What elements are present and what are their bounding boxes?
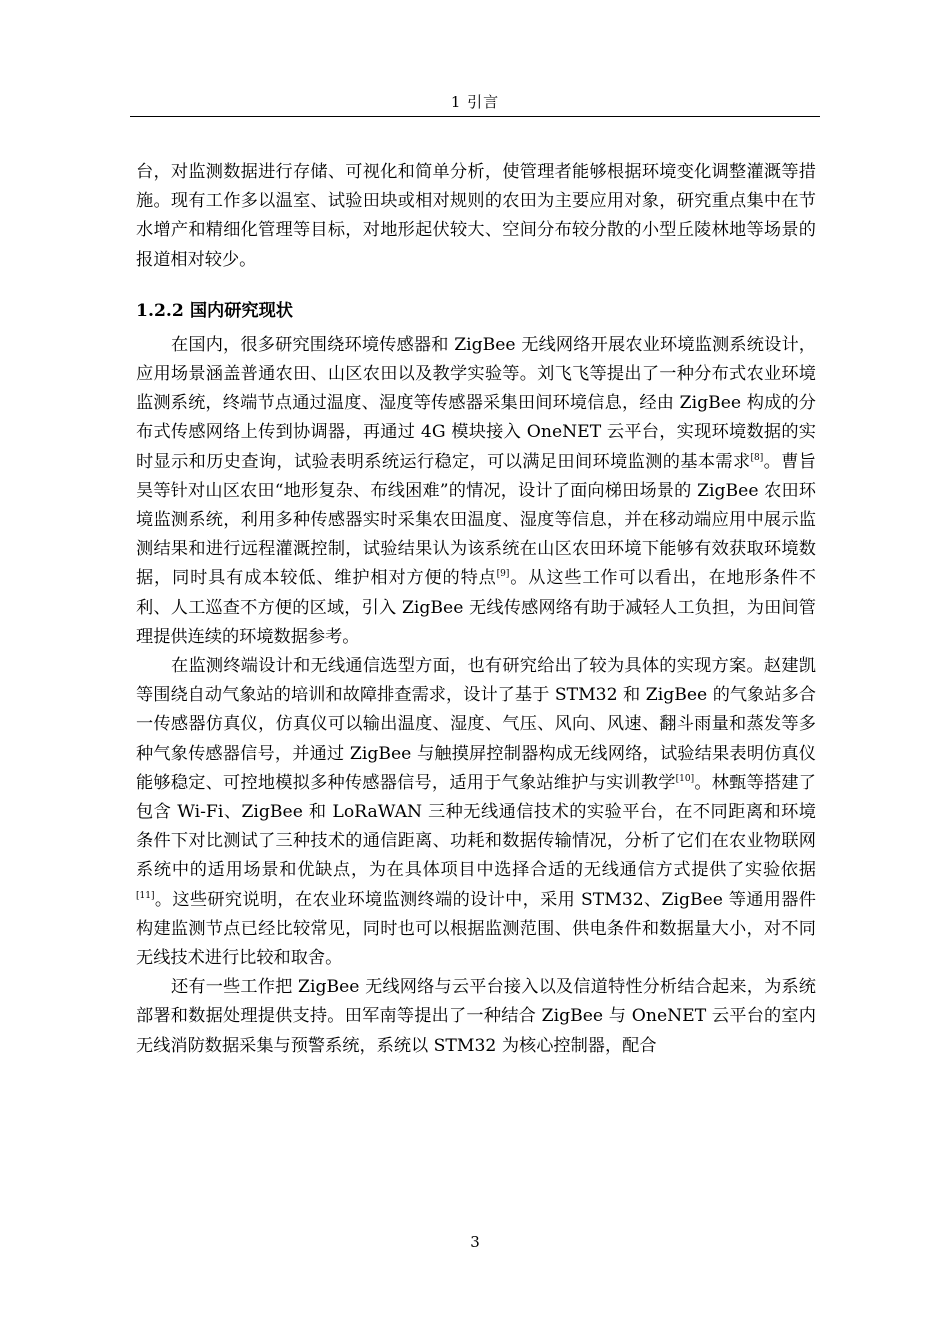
paragraph-continuation: 台，对监测数据进行存储、可视化和简单分析，使管理者能够根据环境变化调整灌溉等措施。现有工作多以温室、试验田块或相对规则的农田为主要应用对象，研究重点集中在节水增产和精细化管理等目标，对地形起伏较大、空间分布较分散的小型丘陵林地等场景的报道相对较少。	[136, 162, 816, 270]
running-header: 1 引言	[450, 93, 500, 111]
header-rule	[130, 116, 820, 117]
paragraph-text: 。曹旨昊等针对山区农田“地形复杂、布线困难”的情况，设计了面向梯田场景的 ZigBee 农田环境监测系统，利用多种传感器实时采集农田温度、湿度等信息，并在移动端应用中展示监测结果和进行远程灌溉控制，试验结果认为该系统在山区农田环境下能够有效获取环境数据，同时具有成本较低、维护相对方便的特点	[136, 451, 816, 589]
paragraph-text: 。这些研究说明，在农业环境监测终端的设计中，采用 STM32、ZigBee 等通用器件构建监测节点已经比较常见，同时也可以根据监测范围、供电条件和数据量大小，对不同无线技术进行比较和取舍。	[136, 889, 816, 969]
paragraph-terminal-design	[136, 652, 816, 973]
paragraph-text: 在国内，很多研究围绕环境传感器和 ZigBee 无线网络开展农业环境监测系统设计，应用场景涵盖普通农田、山区农田以及教学实验等。刘飞飞等提出了一种分布式农业环境监测系统，终端节点通过温度、湿度等传感器采集田间环境信息，经由 ZigBee 构成的分布式传感网络上传到协调器，再通过 4G 模块接入 OneNET 云平台，实现环境数据的实时显示和历史查询，试验表明系统运行稳定，可以满足田间环境监测的基本需求	[136, 334, 816, 472]
page-number: 3	[470, 1233, 480, 1251]
paragraph-text: 在监测终端设计和无线通信选型方面，也有研究给出了较为具体的实现方案。赵建凯等围绕自动气象站的培训和故障排查需求，设计了基于 STM32 和 ZigBee 的气象站多合一传感器仿真仪，仿真仪可以输出温度、湿度、气压、风向、风速、翻斗雨量和蒸发等多种气象传感器信号，并通过 ZigBee 与触摸屏控制器构成无线网络，试验结果表明仿真仪能够稳定、可控地模拟多种传感器信号，适用于气象站维护与实训教学	[136, 656, 816, 793]
citation-ref: [9]	[496, 569, 510, 580]
body-text	[136, 158, 816, 1061]
paragraph-text: 。林甄等搭建了包含 Wi-Fi、ZigBee 和 LoRaWAN 三种无线通信技术的实验平台，在不同距离和环境条件下对比测试了三种技术的通信距离、功耗和数据传输情况，分析了它们在农业物联网系统中的适用场景和优缺点，为在具体项目中选择合适的无线通信方式提供了实验依据	[136, 772, 816, 881]
paragraph-text: 。从这些工作可以看出，在地形条件不利、人工巡查不方便的区域，引入 ZigBee 无线传感网络有助于减轻人工负担，为田间管理提供连续的环境数据参考。	[136, 568, 816, 647]
citation-ref: [10]	[675, 773, 695, 784]
paragraph-cloud-platform: 还有一些工作把 ZigBee 无线网络与云平台接入以及信道特性分析结合起来，为系统部署和数据处理提供支持。田军南等提出了一种结合 ZigBee 与 OneNET 云平台的室内无线消防数据采集与预警系统，系统以 STM32 为核心控制器，配合	[136, 977, 816, 1056]
paragraph-domestic-research	[136, 331, 816, 652]
section-heading: 1.2.2 国内研究现状	[136, 300, 293, 321]
citation-ref: [8]	[750, 452, 764, 463]
citation-ref: [11]	[136, 890, 155, 901]
